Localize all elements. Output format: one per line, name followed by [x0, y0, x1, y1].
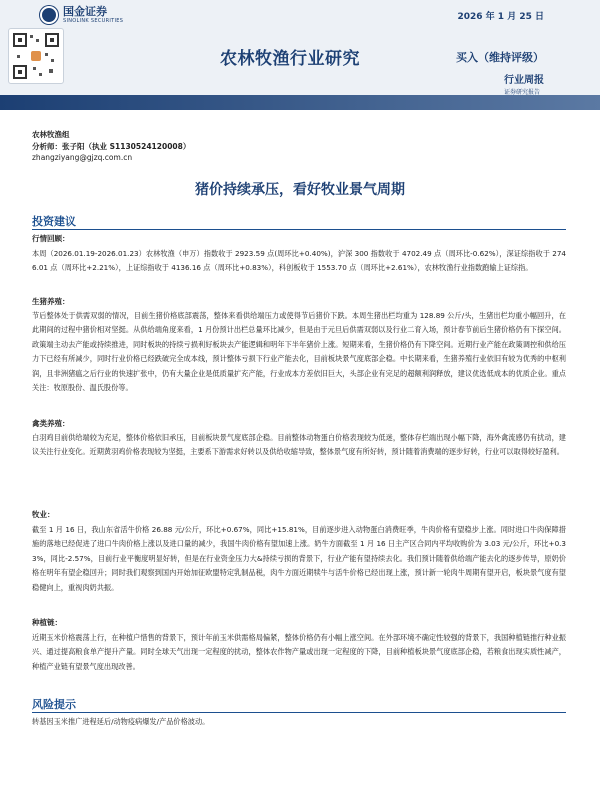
brand-text [63, 6, 123, 24]
brand-name-en: SINOLINK SECURITIES [63, 18, 124, 24]
rating-label: 买入（维持评级） [456, 51, 544, 64]
subheading-planting: 种植链： [32, 618, 62, 627]
report-header [0, 0, 600, 110]
qr-code-icon [8, 28, 64, 84]
brand-mark-icon [40, 6, 58, 24]
report-headline: 猪价持续承压，看好牧业景气周期 [195, 182, 405, 198]
paragraph-market-review: 本周（2026.01.19-2026.01.23）农林牧渔（申万）指数收于 2923.59 点(周环比+0.40%)，沪深 300 指数收于 4702.49 点（周环比-0.62%），深证综指收于 2746.01 点（周环比+2.21%），上证综指收于 4136.16 点（周环比+0.83%），科创板收于 1553.70 点（周环比+2.61%），农林牧渔行业指数跑输上证综指。 [32, 249, 566, 273]
paragraph-ruminant: 截至 1 月 16 日，我山东省活牛价格 26.88 元/公斤，环比+0.67%，同比+15.81%，目前逐步进入动物蛋白消费旺季，牛肉价格有望稳步上涨。同时进口牛肉保障措施的落地已经促进了进口牛肉价格上涨以及进口量的减少，我国牛肉价格有望加速上涨。奶牛方面截至 1 月 16 日主产区合同内平均收购价为 3.03 元/公斤，环比+0.33%，同比-2.57%，目前行业平衡度明显好转，但是在行业资金压力大&持续亏损的背景下，行业产能有望持续去化。我们预计随着供给端产能去化的逐步传导，原奶价格在明年有望企稳回升；同时我们观察到国内开始加征欧盟特定乳制品税，肉牛方面近期犊牛与活牛价格已经出现上涨，预计新一轮肉牛周期有望开启，板块景气度有望稳健向上，重视肉奶共振。 [32, 525, 566, 592]
report-type: 行业周报 [504, 75, 544, 86]
paragraph-risk: 转基因玉米推广进程延后/动物疫病爆发/产品价格波动。 [32, 717, 210, 726]
team-name: 农林牧渔组 [32, 130, 70, 139]
analyst-email: zhangziyang@gjzq.com.cn [32, 153, 133, 162]
brand-logo [40, 6, 123, 24]
paragraph-poultry: 白羽鸡目前供给端较为充足，整体价格依旧承压，目前板块景气度底部企稳。目前整体动物蛋白价格表现较为低迷，整体存栏端出现小幅下降，海外禽流感仍有扰动，建议关注行业变化。近期黄羽鸡价格表现较为坚挺，主要系下游需求好转以及供给收缩导致，整体景气度有所好转，预计随着消费端的逐步好转，行业可以取得较好盈利。 [32, 433, 566, 457]
report-date: 2026 年 1 月 25 日 [457, 12, 544, 22]
analyst-name: 分析师：张子阳（执业 S1130524120008） [32, 141, 191, 151]
paragraph-planting: 近期玉米价格震荡上行，在种植户惜售的背景下，预计年前玉米供需格局偏紧，整体价格仍有小幅上涨空间。在外部环境不确定性较强的背景下，我国种植链推行种业振兴、通过提高粮食单产提升产量。同时全球天气出现一定程度的扰动，整体农作物产量或出现一定程度的下降，目前种植板块景气度底部企稳，若粮食出现实质性减产，种植产业链有望景气度出现改善。 [32, 633, 566, 671]
section-title-investment: 投资建议 [32, 215, 76, 228]
subheading-ruminant: 牧业： [32, 510, 55, 519]
section-divider [32, 229, 566, 230]
brand-name-cn: 国金证券 [63, 5, 107, 18]
subheading-poultry: 禽类养殖： [32, 419, 70, 428]
subheading-market-review: 行情回顾： [32, 234, 70, 243]
report-category: 证券研究报告 [503, 89, 540, 96]
paragraph-hog: 节后整体处于供需双弱的情况，目前生猪价格底部震荡，整体来看供给端压力或使得节后猪价下跌。本周生猪出栏均重为 128.89 公斤/头，生猪出栏均重小幅回升，在此期间的过程中猪价相对坚挺。从供给端角度来看，1 月份预计出栏总量环比减少，但是由于元旦后供需双弱以及行业二育入场，预计春节前后生猪价格仍有下探空间。政策端主动去产能或持续推进，同时板块的持续亏损利好板块去产能逻辑和明年下半年猪价上涨。短期来看，生猪价格仍有下降空间。近期行业产能在政策调控和供给压力下已经有所减少，同时行业价格已经跌破完全成本线，预计整体亏损下行业产能去化，目前板块景气度底部企稳。中长期来看，生猪养殖行业依旧有较为优秀的中枢利润，且非洲猪瘟之后行业的快速扩张中，仍有大量企业是低质量扩充产能，行业成本方差依旧巨大，头部企业有完足的超额利润释放，建议优选低成本的优质企业。重点关注：牧原股份、温氏股份等。 [32, 311, 566, 393]
section-divider [32, 712, 566, 713]
header-band [0, 95, 600, 110]
subheading-hog: 生猪养殖： [32, 297, 70, 306]
section-title-risk: 风险提示 [32, 698, 76, 711]
author-block [32, 129, 190, 164]
report-title: 农林牧渔行业研究 [220, 49, 360, 69]
